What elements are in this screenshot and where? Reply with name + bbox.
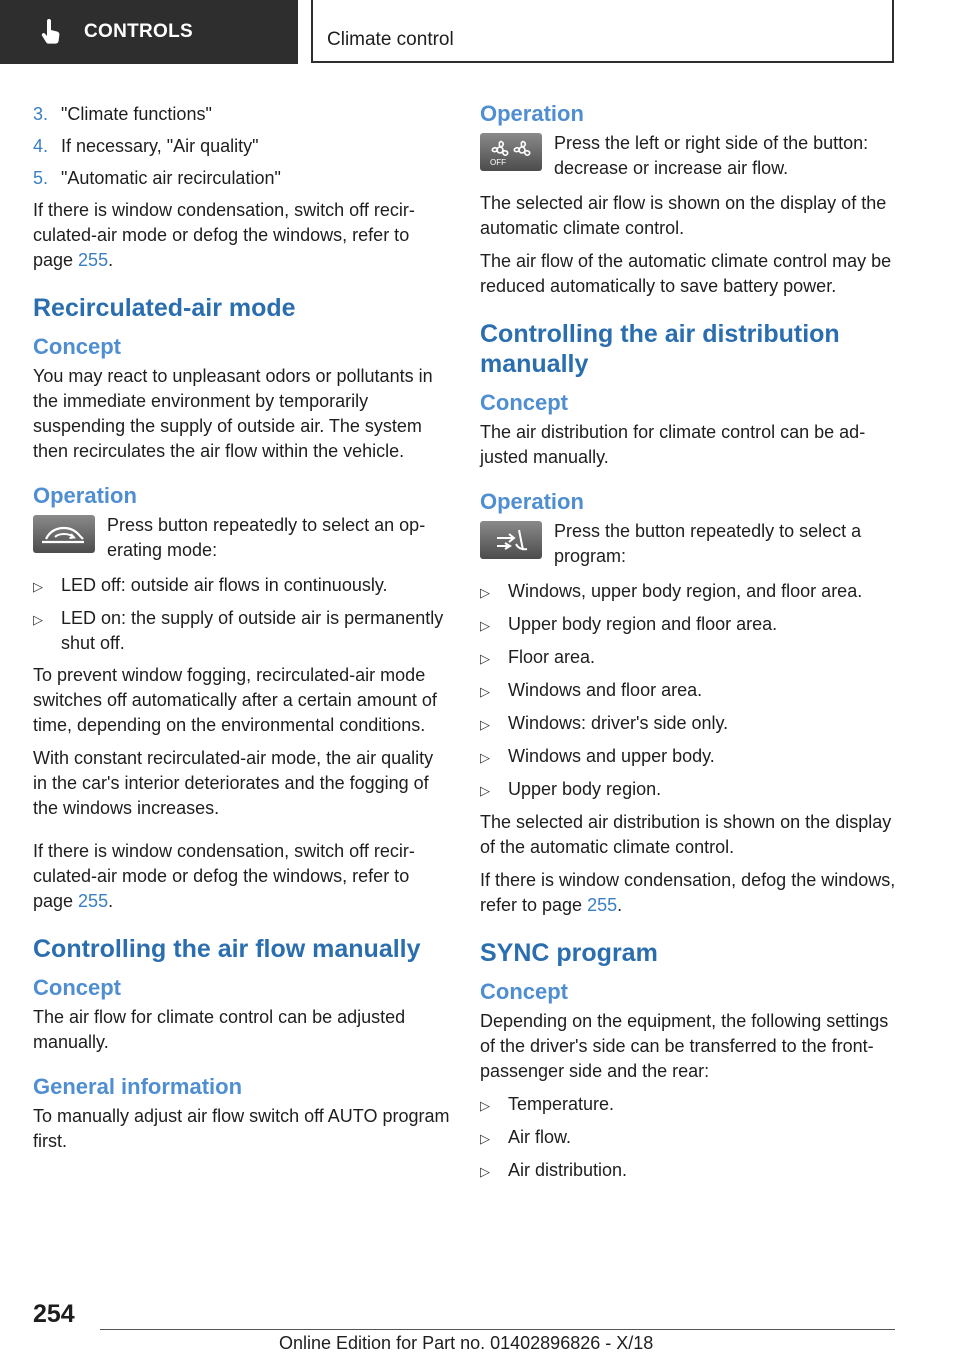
step-number: 4. (33, 136, 49, 156)
triangle-bullet-icon: ▷ (480, 1098, 490, 1113)
fan-button-row (480, 131, 898, 181)
triangle-bullet-icon: ▷ (480, 1131, 490, 1146)
right-column (480, 100, 898, 1191)
step-text: "Climate functions" (61, 104, 212, 124)
page-link[interactable]: 255 (78, 891, 109, 911)
operation-text: Press button repeatedly to select an operating mode: (107, 515, 426, 560)
edition-text: Online Edition for Part no. 01402896826 - X/18 (279, 1333, 654, 1353)
fan-off-label: OFF (490, 158, 506, 167)
triangle-bullet-icon: ▷ (480, 585, 490, 600)
steps-list (33, 102, 451, 191)
section-label: CONTROLS (84, 21, 194, 42)
step-text: If necessary, "Air quality" (61, 136, 259, 156)
step-number: 5. (33, 168, 49, 188)
subheading-operation: Operation (480, 489, 584, 514)
list-item: ▷ Windows and floor area. (480, 678, 898, 704)
list-item (33, 166, 451, 191)
concept-text: The air flow for climate control can be adjusted manually. (33, 1007, 406, 1052)
subheading-concept: Concept (480, 390, 568, 415)
step-text: "Automatic air recirculation" (61, 168, 281, 188)
air-distribution-button-icon (480, 521, 542, 559)
triangle-bullet-icon: ▷ (480, 1164, 490, 1179)
page-link[interactable]: 255 (587, 895, 618, 915)
fogging-text: To prevent window fogging, recirculated-air mode switches off automatically after a certain amount of time, depending on the environmental conditions. (33, 665, 437, 735)
heading-recirculated-air: Recirculated-air mode (33, 294, 296, 322)
list-item: ▷ Windows: driver's side only. (480, 711, 898, 737)
condensation-note: If there is window condensation, switch off recirculated-air mode or defog the windows, refer to page 255. (33, 841, 415, 911)
step-number: 3. (33, 104, 49, 124)
footer-divider (100, 1329, 895, 1330)
operation-text: Press the left or right side of the button: decrease or increase air flow. (554, 133, 869, 178)
heading-air-flow: Controlling the air flow manually (33, 935, 421, 963)
fan-button-icon (480, 133, 542, 171)
list-item: ▷ Floor area. (480, 645, 898, 671)
triangle-bullet-icon: ▷ (33, 579, 43, 594)
concept-text: You may react to unpleasant odors or pollutants in the immediate environment by temporarily suspending the supply of outside air. The system then recirculates the air flow within the vehicle. (33, 366, 433, 461)
list-item: ▷ Temperature. (480, 1092, 898, 1118)
program-list (480, 579, 898, 803)
list-item: ▷ Air flow. (480, 1125, 898, 1151)
hand-pointer-icon (40, 19, 62, 45)
list-item: ▷ Windows and upper body. (480, 744, 898, 770)
concept-text: The air distribution for climate control can be adjusted manually. (480, 422, 866, 467)
chapter-header (311, 0, 894, 63)
page-number: 254 (33, 1300, 75, 1328)
mode-list (33, 573, 451, 656)
constant-recirc-text: With constant recirculated-air mode, the air quality in the car's interior deteriorates and the fogging of the windows increases. (33, 748, 434, 818)
list-item (33, 134, 451, 159)
sync-list (480, 1092, 898, 1184)
recirculation-button-row (33, 513, 451, 563)
list-item: ▷ LED on: the supply of outside air is permanently shut off. (33, 606, 451, 656)
subheading-concept: Concept (33, 334, 121, 359)
defog-note: If there is window condensation, defog the windows, refer to page 255. (480, 870, 896, 915)
triangle-bullet-icon: ▷ (480, 684, 490, 699)
battery-text: The air flow of the automatic climate control may be reduced automatically to save battery power. (480, 251, 892, 296)
left-column (33, 100, 451, 1162)
list-item (33, 102, 451, 127)
list-item: ▷ LED off: outside air flows in continuously. (33, 573, 451, 599)
chapter-title: Climate control (327, 29, 454, 50)
concept-text: Depending on the equipment, the following settings of the driver's side can be transferred to the front-passenger side and the rear: (480, 1011, 889, 1081)
list-item: ▷ Air distribution. (480, 1158, 898, 1184)
condensation-note: If there is window condensation, switch off recirculated-air mode or defog the windows, refer to page 255. (33, 200, 415, 270)
triangle-bullet-icon: ▷ (480, 783, 490, 798)
recirculation-button-icon (33, 515, 95, 553)
triangle-bullet-icon: ▷ (480, 651, 490, 666)
display-text: The selected air flow is shown on the display of the automatic climate control. (480, 193, 887, 238)
heading-sync-program: SYNC program (480, 939, 658, 967)
page-link[interactable]: 255 (78, 250, 109, 270)
list-item: ▷ Windows, upper body region, and floor area. (480, 579, 898, 605)
distribution-display-text: The selected air distribution is shown on the display of the automatic climate control. (480, 812, 892, 857)
heading-air-distribution: Controlling the air distribution manually (480, 320, 840, 378)
subheading-general-information: General information (33, 1074, 243, 1099)
list-item: ▷ Upper body region and floor area. (480, 612, 898, 638)
subheading-operation: Operation (33, 483, 137, 508)
triangle-bullet-icon: ▷ (480, 750, 490, 765)
general-text: To manually adjust air flow switch off AUTO program first. (33, 1106, 450, 1151)
operation-text: Press the button repeatedly to select a program: (554, 521, 862, 566)
subheading-operation: Operation (480, 101, 584, 126)
distribution-button-row (480, 519, 898, 569)
triangle-bullet-icon: ▷ (480, 717, 490, 732)
section-tab (0, 0, 298, 64)
triangle-bullet-icon: ▷ (33, 612, 43, 627)
triangle-bullet-icon: ▷ (480, 618, 490, 633)
list-item: ▷ Upper body region. (480, 777, 898, 803)
subheading-concept: Concept (33, 975, 121, 1000)
subheading-concept: Concept (480, 979, 568, 1004)
